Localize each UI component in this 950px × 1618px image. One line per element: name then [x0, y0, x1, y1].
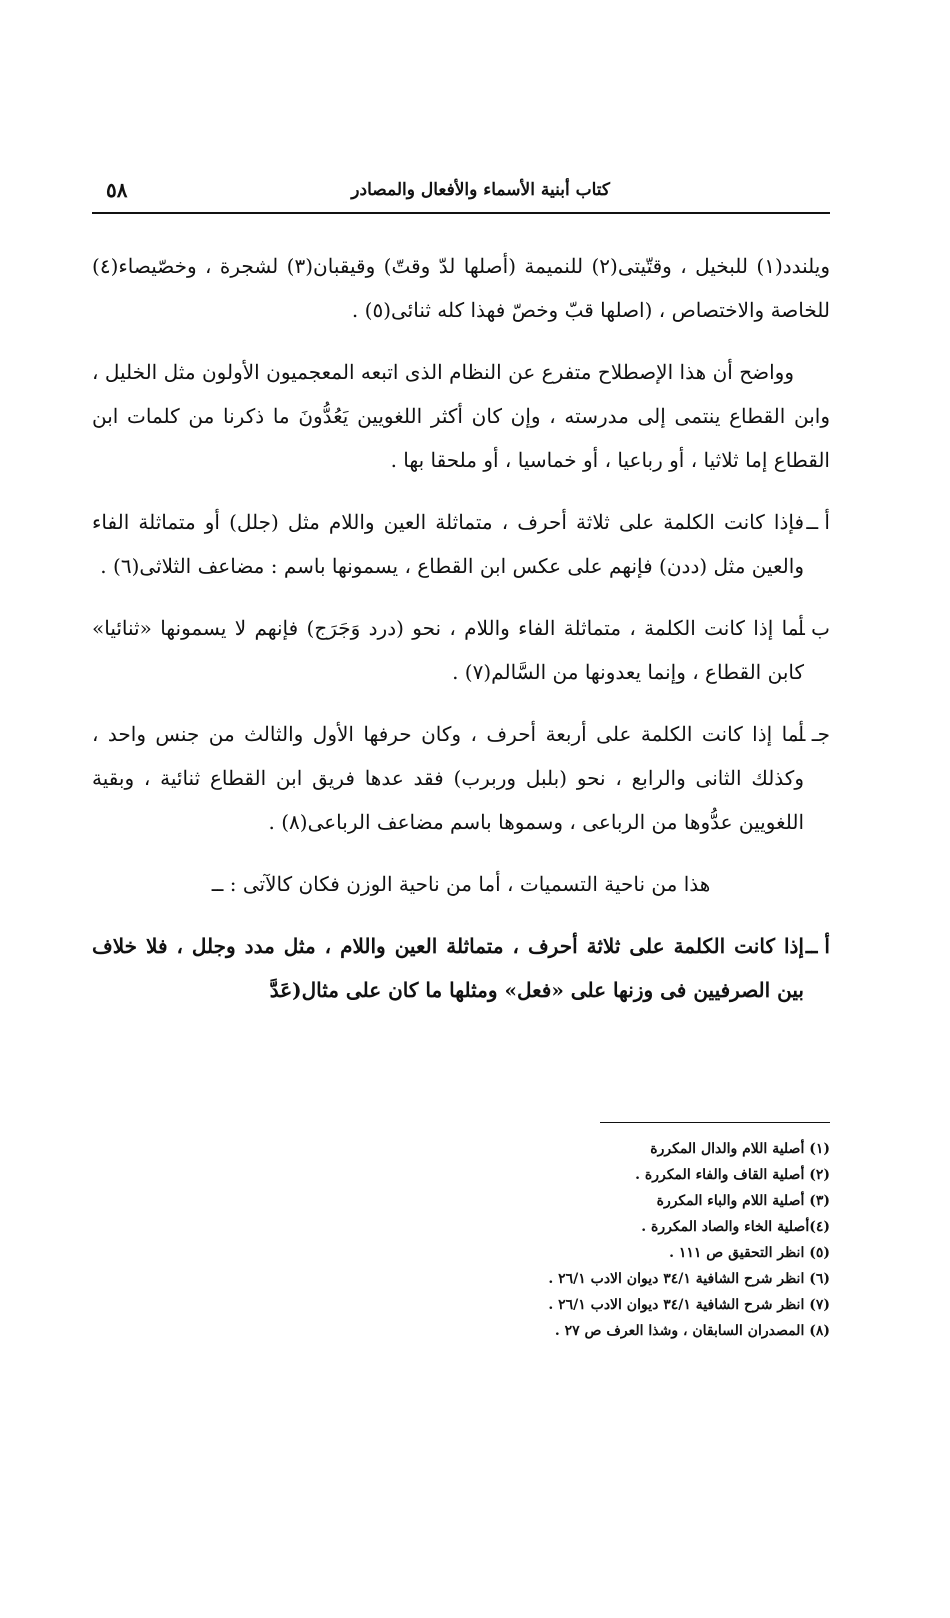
paragraph-2: وواضح أن هذا الإصطلاح متفرع عن النظام الذى اتبعه المعجميون الأولون مثل الخليل ، وابن القطاع ينتمى إلى مدرسته ، وإن كان أكثر اللغويين يَعُدُّونَ ما ذكرنا من كلمات ابن القطاع إما ثلاثيا ، أو رباعيا ، أو خماسيا ، أو ملحقا بها .: [92, 360, 830, 472]
list-item-d: [92, 924, 830, 1012]
footnote-6: (٦) انظر شرح الشافية ٣٤/١ ديوان الادب ٢٦/١ .: [548, 1271, 830, 1287]
list-item-a-text: فإذا كانت الكلمة على ثلاثة أحرف ، متماثلة العين واللام مثل (جلل) أو متماثلة الفاء والعين مثل (ددن) فإنهم على عكس ابن القطاع ، يسمونها باسم : مضاعف الثلاثى(٦) .: [92, 510, 804, 578]
footnote-divider: [600, 1122, 830, 1123]
list-item-b-text: أما إذا كانت الكلمة ، متماثلة الفاء واللام ، نحو (درد وَجَرَج) فإنهم لا يسمونها «ثنائيا» كابن القطاع ، وإنما يعدونها من السَّالم(٧) .: [92, 616, 804, 684]
footnote-3: (٣) أصلية اللام والباء المكررة: [656, 1193, 830, 1209]
footnotes: [400, 1136, 830, 1344]
footnote-8: (٨) المصدران السابقان ، وشذا العرف ص ٢٧ .: [554, 1323, 830, 1339]
list-marker-b: ب ــ: [793, 616, 830, 640]
footnote-1: (١) أصلية اللام والدال المكررة: [650, 1141, 830, 1157]
footnote-7: (٧) انظر شرح الشافية ٣٤/١ ديوان الادب ٢٦/١ .: [548, 1297, 830, 1313]
footnote-4: (٤)أصلية الخاء والصاد المكررة .: [641, 1219, 830, 1235]
footnote-5: (٥) انظر التحقيق ص ١١١ .: [669, 1245, 830, 1261]
list-marker-d: أ ــ: [805, 934, 830, 958]
list-marker-c: جـ ــ: [793, 722, 830, 746]
list-item-b: [92, 606, 830, 694]
centered-line: هذا من ناحية التسميات ، أما من ناحية الوزن فكان كالآتى : ــ: [211, 872, 711, 896]
list-item-d-text: إذا كانت الكلمة على ثلاثة أحرف ، متماثلة العين واللام ، مثل مدد وجلل ، فلا خلاف بين الصرفيين فى وزنها على «فعل» ومثلها ما كان على مثال(عَدَّ: [92, 934, 804, 1002]
main-text: [92, 244, 830, 1030]
footnote-2: (٢) أصلية القاف والفاء المكررة .: [635, 1167, 830, 1183]
header-title: كتاب أبنية الأسماء والأفعال والمصادر: [351, 180, 610, 200]
running-header: [92, 176, 830, 214]
page-number: ٥٨: [106, 178, 128, 202]
list-item-c: [92, 712, 830, 844]
list-item-c-text: أما إذا كانت الكلمة على أربعة أحرف ، وكان حرفها الأول والثالث من جنس واحد ، وكذلك الثانى والرابع ، نحو (بلبل وربرب) فقد عدها فريق ابن القطاع ثنائية ، وبقية اللغويين عدُّوها من الرباعى ، وسموها باسم مضاعف الرباعى(٨) .: [92, 722, 804, 834]
paragraph-1: ويلندد(١) للبخيل ، وقتّيتى(٢) للنميمة (أصلها لدّ وقتّ) وقيقبان(٣) لشجرة ، وخصّيصاء(٤) للخاصة والاختصاص ، (اصلها قبّ وخصّ فهذا كله ثنائى(٥) .: [92, 254, 831, 322]
list-marker-a: أ ــ: [806, 510, 830, 534]
list-item-a: [92, 500, 830, 588]
